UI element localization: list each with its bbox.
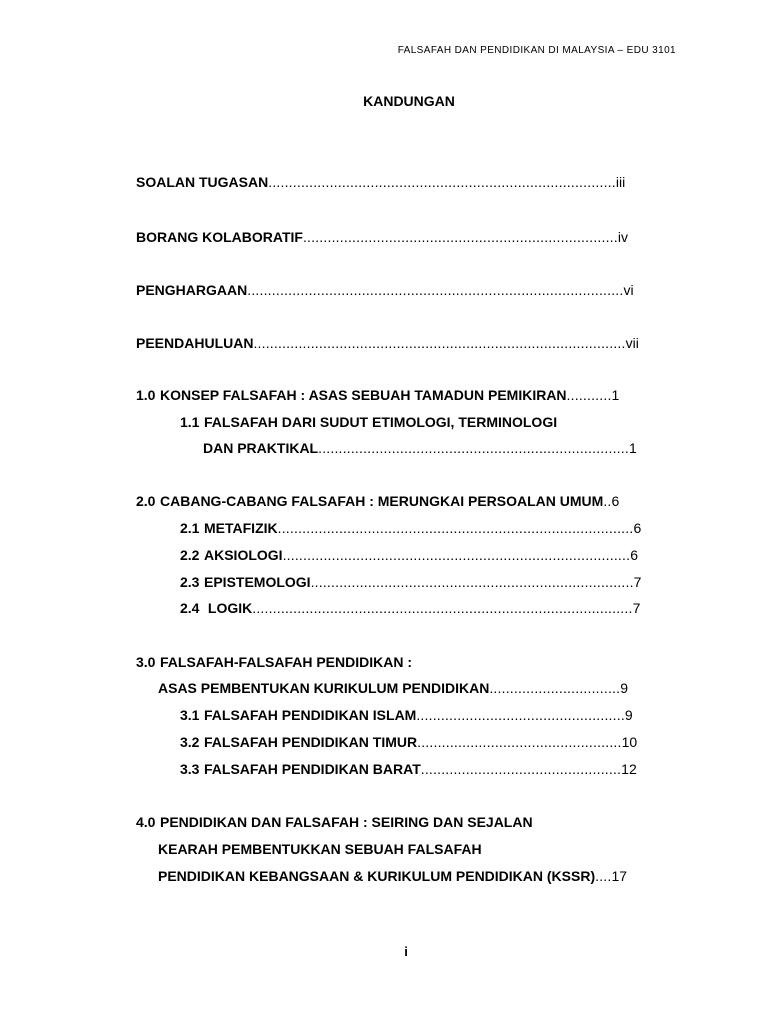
toc-subentry[interactable]: 2.1 METAFIZIK.......................................................................................6 — [180, 520, 642, 536]
toc-entry[interactable]: PENGHARGAAN............................................................................................vi — [136, 282, 634, 298]
toc-entry[interactable]: 2.0 CABANG-CABANG FALSAFAH : MERUNGKAI PERSOALAN UMUM..6 — [136, 493, 620, 509]
toc-entry-continuation[interactable]: KEARAH PEMBENTUKKAN SEBUAH FALSAFAH — [158, 841, 482, 857]
toc-subentry-continuation[interactable]: DAN PRAKTIKAL............................................................................1 — [203, 440, 637, 456]
toc-subentry[interactable]: 2.4 LOGIK.............................................................................................7 — [180, 600, 641, 616]
toc-entry[interactable]: PEENDAHULUAN...........................................................................................vii — [136, 335, 639, 351]
page-number: i — [404, 944, 408, 959]
toc-entry[interactable]: 1.0 KONSEP FALSAFAH : ASAS SEBUAH TAMADUN PEMIKIRAN...........1 — [136, 387, 620, 403]
toc-entry-continuation[interactable]: PENDIDIKAN KEBANGSAAN & KURIKULUM PENDIDIKAN (KSSR)....17 — [158, 868, 628, 884]
toc-entry[interactable]: SOALAN TUGASAN.....................................................................................iii — [136, 174, 626, 190]
running-header: FALSAFAH DAN PENDIDIKAN DI MALAYSIA – EDU 3101 — [397, 45, 676, 56]
toc-subentry[interactable]: 1.1 FALSAFAH DARI SUDUT ETIMOLOGI, TERMINOLOGI — [180, 414, 558, 430]
toc-subentry[interactable]: 2.2 AKSIOLOGI.....................................................................................6 — [180, 547, 638, 563]
toc-entry-continuation[interactable]: ASAS PEMBENTUKAN KURIKULUM PENDIDIKAN................................9 — [158, 680, 629, 696]
toc-entry[interactable]: 4.0 PENDIDIKAN DAN FALSAFAH : SEIRING DAN SEJALAN — [136, 814, 533, 830]
toc-subentry[interactable]: 2.3 EPISTEMOLOGI...............................................................................7 — [180, 574, 642, 590]
page-title: KANDUNGAN — [363, 93, 455, 109]
toc-subentry[interactable]: 3.2 FALSAFAH PENDIDIKAN TIMUR..................................................10 — [180, 734, 638, 750]
toc-subentry[interactable]: 3.3 FALSAFAH PENDIDIKAN BARAT.................................................12 — [180, 761, 637, 777]
toc-subentry[interactable]: 3.1 FALSAFAH PENDIDIKAN ISLAM...................................................9 — [180, 707, 633, 723]
toc-entry[interactable]: BORANG KOLABORATIF.............................................................................iv — [136, 229, 628, 245]
toc-entry[interactable]: 3.0 FALSAFAH-FALSAFAH PENDIDIKAN : — [136, 654, 412, 670]
